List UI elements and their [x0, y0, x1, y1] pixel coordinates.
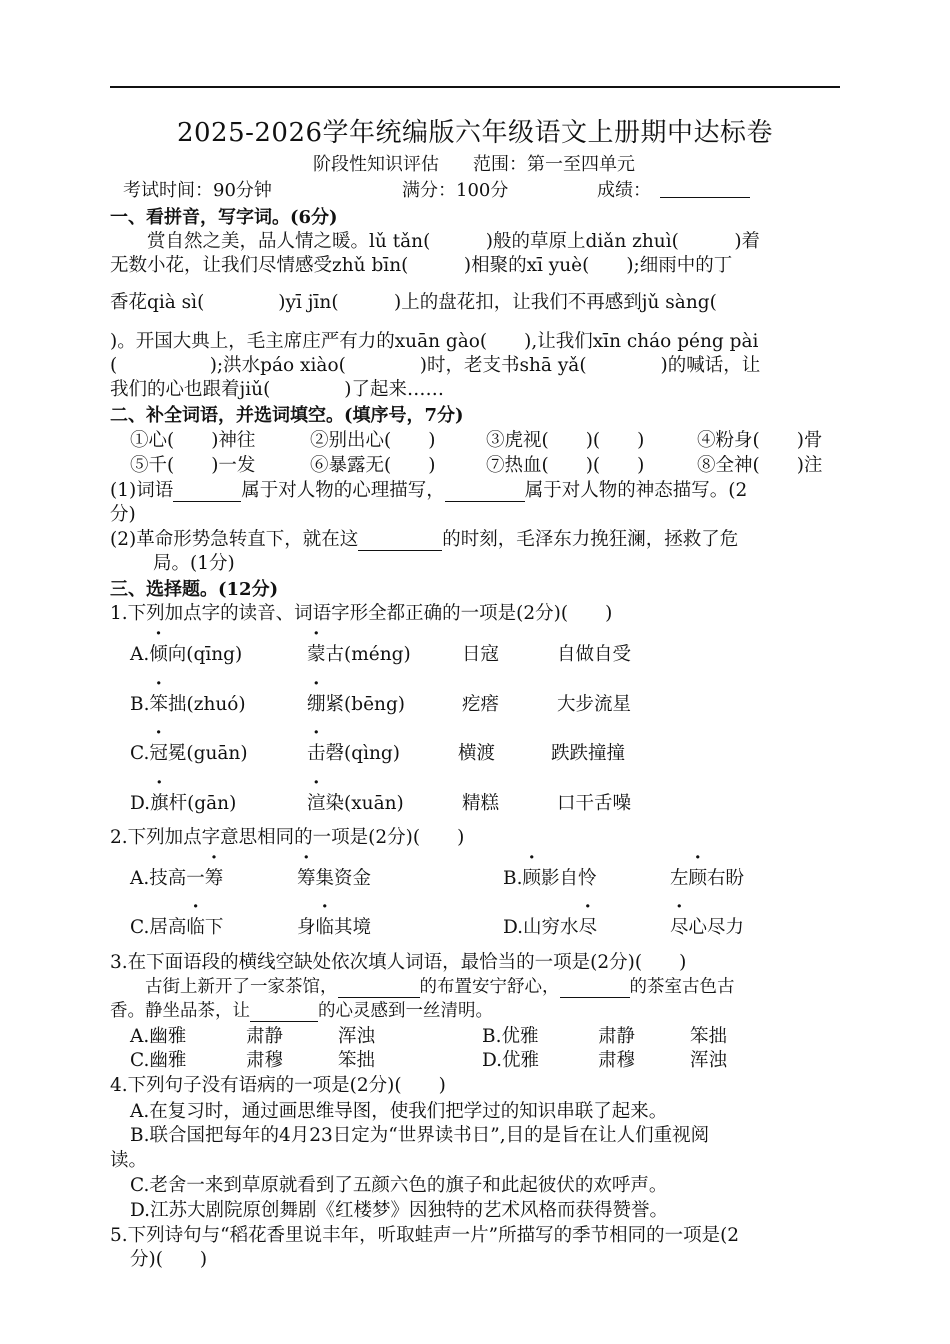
- q3-p2a: 香。静坐品茶，让: [110, 1001, 250, 1021]
- q3-b-w3: 笨拙: [690, 1026, 728, 1047]
- top-rule: [110, 86, 840, 88]
- s2-item-1: ①心( )神往: [130, 430, 256, 451]
- q1-d-w1: 杆(gān): [168, 793, 237, 814]
- s2-q2-blank[interactable]: [358, 532, 442, 551]
- s2-q1-blank-1[interactable]: [173, 483, 241, 502]
- q1-b-w2: 紧(bēng): [325, 694, 405, 715]
- q1-b-word2: [307, 690, 405, 716]
- q1-b-word4: 大步流星: [557, 694, 632, 715]
- section1-heading: 一、看拼音，写字词。(6分): [110, 207, 338, 228]
- s2-item-7: ⑦热血( )( ): [486, 455, 645, 476]
- q2-b-label: B.: [503, 868, 523, 889]
- q1-c-label: C.: [130, 743, 150, 764]
- q2-b-w2a: 左: [670, 868, 689, 889]
- q2-b-w2b: 右盼: [707, 868, 745, 889]
- q1-d-word3: 精糕: [462, 793, 500, 814]
- q1-b-label: B.: [130, 694, 150, 715]
- q2-d-text: D.山穷水: [503, 917, 579, 938]
- q5-stem: 5.下列诗句与“稻花香里说丰年，听取蛙声一片”所描写的季节相同的一项是(2: [110, 1225, 740, 1246]
- q1-option-b[interactable]: [130, 690, 246, 716]
- q2-c-dot2: 临: [315, 917, 335, 938]
- q2-a-dot2: 筹: [297, 868, 316, 889]
- q1-a-word4: 自做自受: [557, 644, 632, 665]
- s2-q2-a: (2)革命形势急转直下，就在这: [110, 529, 359, 550]
- s2-q2-tail: 局。(1分): [153, 553, 235, 574]
- q4-option-a[interactable]: A.在复习时，通过画思维导图，使我们把学过的知识串联了起来。: [130, 1101, 668, 1122]
- q1-option-a[interactable]: [130, 640, 242, 666]
- s2-q1: [110, 476, 747, 502]
- q3-c-w3: 笨拙: [338, 1050, 376, 1071]
- q2-option-d[interactable]: [503, 913, 597, 939]
- s2-q1-tail: 分): [110, 504, 136, 525]
- q3-blank-3[interactable]: [250, 1003, 318, 1022]
- q3-b-w2: 肃静: [598, 1026, 636, 1047]
- s2-q1-b: 属于对人物的心理描写，: [241, 480, 445, 501]
- s2-item-5: ⑤千( )一发: [130, 455, 256, 476]
- q2-c-w2b: 其境: [334, 917, 372, 938]
- q1-d-word2: [307, 789, 404, 815]
- s2-q2: [110, 525, 738, 551]
- q1-d-dot: 旗: [150, 793, 169, 814]
- page-title: 2025-2026学年统编版六年级语文上册期中达标卷: [176, 118, 774, 148]
- q1-a-dot: 倾: [149, 644, 168, 665]
- q1-c-word3: 横渡: [458, 743, 496, 764]
- q2-a-w2: 集资金: [315, 868, 372, 889]
- q4-option-d[interactable]: D.江苏大剧院原创舞剧《红楼梦》因独特的艺术风格而获得赞誉。: [130, 1200, 669, 1221]
- q5-stem-tail: 分)( ): [130, 1249, 208, 1270]
- q2-b-dot: 顾: [522, 868, 541, 889]
- q2-b-dot2: 顾: [688, 868, 708, 889]
- q3-d-w3: 浑浊: [690, 1050, 728, 1071]
- q1-a-w1: 向(qīng): [167, 644, 243, 665]
- q3-a-w3: 浑浊: [338, 1026, 376, 1047]
- q1-a-word2: [307, 640, 411, 666]
- subtitle-right: 范围：第一至四单元: [473, 154, 635, 175]
- q2-c-word2: [297, 913, 371, 939]
- q3-d-w2: 肃穆: [598, 1050, 636, 1071]
- score-label: 成绩：: [597, 180, 651, 201]
- s1-line-2: 无数小花，让我们尽情感受zhǔ bīn( )相聚的xī yuè( );细雨中的丁: [110, 255, 733, 276]
- s1-line-6: 我们的心也跟着jiǔ( )了起来……: [110, 379, 445, 400]
- q3-c-w2: 肃穆: [246, 1050, 284, 1071]
- q1-b-dot: 笨: [149, 694, 168, 715]
- q4-option-c[interactable]: C.老舍一来到草原就看到了五颜六色的旗子和此起彼伏的欢呼声。: [130, 1175, 668, 1196]
- section2-heading: 二、补全词语，并选词填空。(填序号，7分): [110, 405, 464, 426]
- q3-p1b: 的布置安宁舒心，: [419, 977, 560, 997]
- q3-a-w2: 肃静: [246, 1026, 284, 1047]
- q4-option-b-tail: 读。: [110, 1150, 148, 1171]
- q3-stem: 3.在下面语段的横线空缺处依次填人词语，最恰当的一项是(2分)( ): [110, 952, 687, 973]
- q1-c-dot2: 击: [307, 743, 326, 764]
- s2-q1-blank-2[interactable]: [445, 483, 525, 502]
- q2-a-word2: [297, 864, 371, 890]
- q1-d-dot2: 渲: [307, 793, 326, 814]
- section3-heading: 三、选择题。(12分): [110, 579, 279, 600]
- q2-b-w1: 影自怜: [541, 868, 597, 889]
- s1-line-3: 香花qià sì( )yī jīn( )上的盘花扣，让我们不再感到jǔ sàng(: [110, 292, 717, 313]
- q3-option-c[interactable]: C.幽雅: [130, 1050, 187, 1071]
- s2-item-2: ②别出心( ): [310, 430, 436, 451]
- q1-d-label: D.: [130, 793, 151, 814]
- q2-option-a[interactable]: [130, 864, 223, 890]
- q2-a-text: A.技高一: [130, 868, 205, 889]
- q1-b-w1: 拙(zhuó): [168, 694, 246, 715]
- s2-item-8: ⑧全神( )注: [697, 455, 823, 476]
- q2-c-tail: 下: [204, 917, 224, 938]
- s2-q1-a: (1)词语: [110, 480, 174, 501]
- s1-line-1: 赏自然之美，品人情之暖。lǔ tǎn( )般的草原上diǎn zhuì( )着: [110, 231, 761, 252]
- exam-time: 考试时间：90分钟: [123, 180, 272, 201]
- q1-c-word2: [307, 739, 400, 765]
- q2-d-dot2: 尽: [670, 917, 689, 938]
- q1-c-word4: 跌跌撞撞: [551, 743, 626, 764]
- q2-c-text: C.居高: [130, 917, 187, 938]
- s1-line-4: )。开国大典上，毛主席庄严有力的xuān gào( ),让我们xīn cháo péng pài: [110, 331, 759, 352]
- q4-stem: 4.下列句子没有语病的一项是(2分)( ): [110, 1075, 446, 1096]
- q1-d-word4: 口干舌噪: [557, 793, 632, 814]
- q2-option-b[interactable]: [503, 864, 597, 890]
- q1-d-w2: 染(xuān): [325, 793, 404, 814]
- q2-option-c[interactable]: [130, 913, 223, 939]
- q2-c-w2a: 身: [297, 917, 316, 938]
- q2-a-dot: 筹: [204, 868, 224, 889]
- q2-stem: 2.下列加点字意思相同的一项是(2分)( ): [110, 827, 465, 848]
- q3-option-d[interactable]: D.优雅: [482, 1050, 540, 1071]
- q2-d-w2: 心尽力: [688, 917, 745, 938]
- s2-item-3: ③虎视( )( ): [486, 430, 645, 451]
- q1-a-word3: 日寇: [462, 644, 500, 665]
- q3-option-b[interactable]: B.优雅: [482, 1026, 539, 1047]
- q3-passage-1: [110, 973, 735, 998]
- s2-item-4: ④粉身( )骨: [697, 430, 823, 451]
- score-blank[interactable]: [660, 177, 750, 198]
- s2-q1-c: 属于对人物的神态描写。(2: [524, 480, 748, 501]
- q2-d-word2: [670, 913, 744, 939]
- q1-b-dot2: 绷: [307, 694, 326, 715]
- q1-a-label: A.: [130, 644, 150, 665]
- q1-option-c[interactable]: [130, 739, 248, 765]
- q3-blank-1[interactable]: [338, 979, 420, 998]
- full-score: 满分：100分: [402, 180, 509, 201]
- s1-line-5: ( );洪水páo xiào( )时，老支书shā yǎ( )的喊话，让: [110, 355, 761, 376]
- q1-b-word3: 疙瘩: [462, 694, 500, 715]
- q3-passage-2: [110, 997, 493, 1022]
- q1-c-w1: 冕(guān): [167, 743, 248, 764]
- q3-blank-2[interactable]: [560, 979, 630, 998]
- subtitle-left: 阶段性知识评估: [313, 154, 439, 175]
- q3-p1c: 的茶室古色古: [629, 977, 735, 997]
- q3-option-a[interactable]: A.幽雅: [130, 1026, 187, 1047]
- q4-option-b[interactable]: B.联合国把每年的4月23日定为“世界读书日”,目的是旨在让人们重视阅: [130, 1125, 710, 1146]
- q1-a-w2: 古(méng): [325, 644, 411, 665]
- q2-b-word2: [670, 864, 744, 890]
- q1-c-w2: 磬(qìng): [325, 743, 400, 764]
- q1-option-d[interactable]: [130, 789, 236, 815]
- s2-q2-b: 的时刻，毛泽东力挽狂澜，拯救了危: [442, 529, 739, 550]
- q3-p2b: 的心灵感到一丝清明。: [318, 1001, 493, 1021]
- s2-item-6: ⑥暴露无( ): [310, 455, 436, 476]
- q3-p1a: 古街上新开了一家茶馆，: [110, 977, 338, 997]
- q2-d-dot: 尽: [578, 917, 598, 938]
- q1-stem: 1.下列加点字的读音、词语字形全都正确的一项是(2分)( ): [110, 603, 613, 624]
- q2-c-dot: 临: [186, 917, 205, 938]
- q1-c-dot: 冠: [149, 743, 168, 764]
- subtitle: [313, 150, 635, 176]
- q1-a-dot2: 蒙: [307, 644, 326, 665]
